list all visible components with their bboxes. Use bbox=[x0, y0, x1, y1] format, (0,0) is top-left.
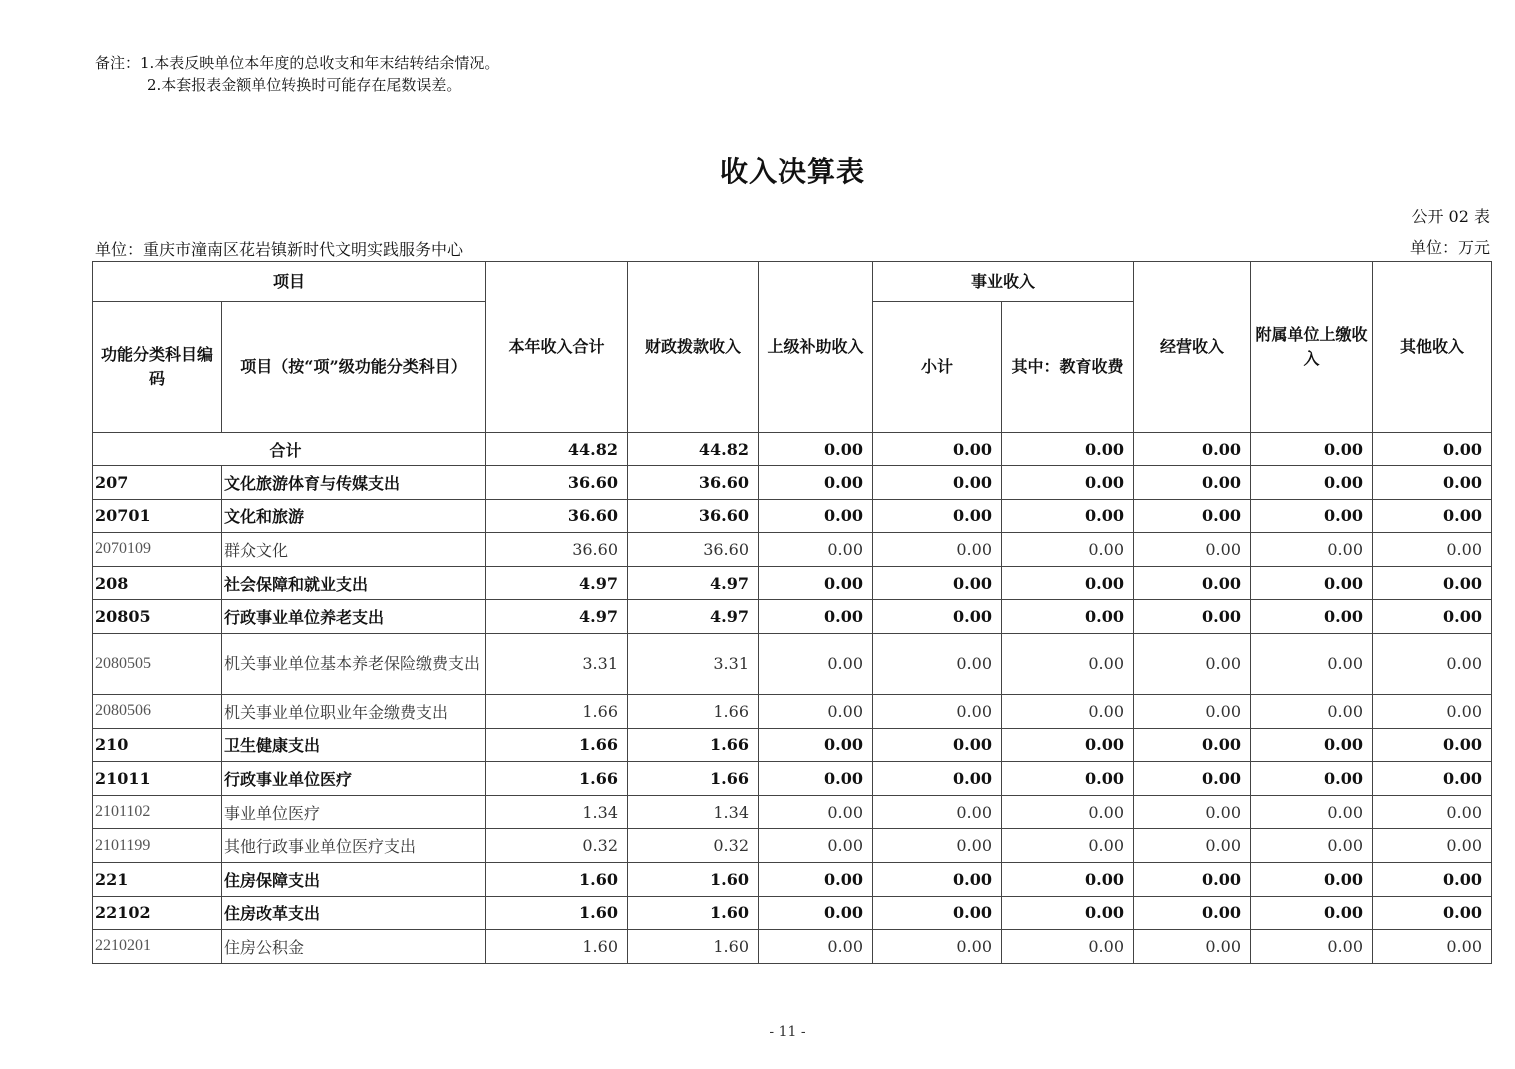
row-value: 0.00 bbox=[1134, 499, 1251, 533]
row-value: 0.00 bbox=[1002, 795, 1134, 829]
row-value: 0.00 bbox=[1134, 829, 1251, 863]
table-body bbox=[93, 433, 1492, 964]
row-value: 0.32 bbox=[628, 829, 759, 863]
row-value: 0.00 bbox=[1251, 633, 1373, 694]
row-value: 1.66 bbox=[486, 762, 628, 796]
row-value: 0.00 bbox=[873, 600, 1002, 634]
row-code: 20805 bbox=[93, 600, 222, 634]
row-value: 36.60 bbox=[628, 499, 759, 533]
row-value: 36.60 bbox=[486, 533, 628, 567]
row-value: 1.66 bbox=[628, 694, 759, 728]
row-value: 0.00 bbox=[1002, 862, 1134, 896]
row-value: 0.00 bbox=[1373, 499, 1492, 533]
row-name: 住房改革支出 bbox=[222, 896, 486, 930]
row-value: 1.60 bbox=[628, 862, 759, 896]
row-value: 0.00 bbox=[873, 795, 1002, 829]
row-value: 0.00 bbox=[1373, 600, 1492, 634]
total-value: 44.82 bbox=[486, 433, 628, 466]
row-value: 0.00 bbox=[1251, 795, 1373, 829]
row-value: 0.00 bbox=[1251, 499, 1373, 533]
row-value: 0.00 bbox=[1002, 728, 1134, 762]
income-table bbox=[92, 261, 1492, 964]
currency-unit: 单位：万元 bbox=[1409, 238, 1490, 257]
row-code: 20701 bbox=[93, 499, 222, 533]
row-code: 22102 bbox=[93, 896, 222, 930]
row-value: 0.00 bbox=[1134, 762, 1251, 796]
row-value: 0.00 bbox=[759, 930, 873, 964]
row-value: 0.00 bbox=[1002, 762, 1134, 796]
table-row bbox=[93, 499, 1492, 533]
row-value: 0.32 bbox=[486, 829, 628, 863]
row-value: 0.00 bbox=[873, 533, 1002, 567]
row-value: 0.00 bbox=[1373, 466, 1492, 500]
row-value: 0.00 bbox=[873, 896, 1002, 930]
row-value: 0.00 bbox=[1002, 566, 1134, 600]
page-number: - 11 - bbox=[769, 1024, 806, 1040]
header-business-group: 事业收入 bbox=[873, 262, 1134, 302]
row-value: 0.00 bbox=[1002, 896, 1134, 930]
row-value: 3.31 bbox=[486, 633, 628, 694]
row-value: 0.00 bbox=[1134, 728, 1251, 762]
row-value: 36.60 bbox=[628, 466, 759, 500]
row-code: 207 bbox=[93, 466, 222, 500]
total-value: 0.00 bbox=[1251, 433, 1373, 466]
row-code: 2080505 bbox=[93, 633, 222, 694]
table-row bbox=[93, 862, 1492, 896]
row-value: 0.00 bbox=[1373, 762, 1492, 796]
row-value: 0.00 bbox=[759, 829, 873, 863]
row-value: 1.60 bbox=[628, 930, 759, 964]
row-value: 0.00 bbox=[1373, 533, 1492, 567]
row-value: 1.60 bbox=[486, 896, 628, 930]
row-value: 0.00 bbox=[1002, 829, 1134, 863]
row-name: 机关事业单位基本养老保险缴费支出 bbox=[222, 633, 486, 694]
header-name: 项目（按“项”级功能分类科目） bbox=[222, 302, 486, 433]
row-name: 社会保障和就业支出 bbox=[222, 566, 486, 600]
row-code: 210 bbox=[93, 728, 222, 762]
row-value: 0.00 bbox=[1251, 930, 1373, 964]
total-value: 0.00 bbox=[1134, 433, 1251, 466]
row-value: 0.00 bbox=[759, 795, 873, 829]
row-value: 0.00 bbox=[1002, 930, 1134, 964]
row-value: 0.00 bbox=[1373, 694, 1492, 728]
header-project: 项目 bbox=[93, 262, 486, 302]
row-value: 0.00 bbox=[1373, 896, 1492, 930]
table-row bbox=[93, 694, 1492, 728]
row-name: 文化和旅游 bbox=[222, 499, 486, 533]
row-value: 0.00 bbox=[1134, 694, 1251, 728]
table-row bbox=[93, 795, 1492, 829]
total-value: 44.82 bbox=[628, 433, 759, 466]
row-name: 事业单位医疗 bbox=[222, 795, 486, 829]
total-value: 0.00 bbox=[1373, 433, 1492, 466]
row-value: 0.00 bbox=[759, 862, 873, 896]
row-value: 1.34 bbox=[486, 795, 628, 829]
row-code: 2080506 bbox=[93, 694, 222, 728]
header-operating: 经营收入 bbox=[1134, 262, 1251, 433]
header-affiliated: 附属单位上缴收入 bbox=[1251, 262, 1373, 433]
row-value: 1.60 bbox=[628, 896, 759, 930]
row-value: 1.60 bbox=[486, 862, 628, 896]
row-value: 1.34 bbox=[628, 795, 759, 829]
row-value: 0.00 bbox=[1373, 566, 1492, 600]
row-value: 0.00 bbox=[759, 533, 873, 567]
header-total: 本年收入合计 bbox=[486, 262, 628, 433]
row-value: 1.66 bbox=[628, 728, 759, 762]
row-value: 0.00 bbox=[1002, 633, 1134, 694]
row-value: 4.97 bbox=[628, 566, 759, 600]
row-name: 其他行政事业单位医疗支出 bbox=[222, 829, 486, 863]
row-value: 0.00 bbox=[1251, 862, 1373, 896]
row-value: 0.00 bbox=[1373, 633, 1492, 694]
row-value: 36.60 bbox=[486, 466, 628, 500]
row-value: 0.00 bbox=[873, 930, 1002, 964]
table-row bbox=[93, 930, 1492, 964]
row-value: 0.00 bbox=[1134, 533, 1251, 567]
row-value: 0.00 bbox=[1002, 466, 1134, 500]
row-value: 0.00 bbox=[1373, 795, 1492, 829]
row-name: 卫生健康支出 bbox=[222, 728, 486, 762]
row-value: 1.66 bbox=[486, 694, 628, 728]
row-value: 36.60 bbox=[628, 533, 759, 567]
row-value: 0.00 bbox=[1134, 930, 1251, 964]
row-value: 36.60 bbox=[486, 499, 628, 533]
row-name: 文化旅游体育与传媒支出 bbox=[222, 466, 486, 500]
row-value: 0.00 bbox=[759, 566, 873, 600]
row-value: 0.00 bbox=[1251, 896, 1373, 930]
row-value: 1.66 bbox=[486, 728, 628, 762]
row-value: 0.00 bbox=[1002, 600, 1134, 634]
table-row bbox=[93, 466, 1492, 500]
header-code: 功能分类科目编码 bbox=[93, 302, 222, 433]
row-name: 行政事业单位医疗 bbox=[222, 762, 486, 796]
total-row bbox=[93, 433, 1492, 466]
row-value: 0.00 bbox=[1002, 533, 1134, 567]
row-value: 0.00 bbox=[1134, 896, 1251, 930]
row-value: 0.00 bbox=[1134, 795, 1251, 829]
row-value: 0.00 bbox=[1251, 694, 1373, 728]
row-value: 0.00 bbox=[873, 762, 1002, 796]
row-value: 0.00 bbox=[759, 600, 873, 634]
note-line-2: 2.本套报表金额单位转换时可能存在尾数误差。 bbox=[147, 76, 462, 94]
row-name: 住房公积金 bbox=[222, 930, 486, 964]
row-value: 0.00 bbox=[1002, 694, 1134, 728]
row-value: 0.00 bbox=[873, 728, 1002, 762]
table-row bbox=[93, 762, 1492, 796]
header-fiscal: 财政拨款收入 bbox=[628, 262, 759, 433]
row-value: 0.00 bbox=[1134, 466, 1251, 500]
row-value: 0.00 bbox=[1134, 633, 1251, 694]
notes bbox=[95, 52, 499, 96]
row-name: 群众文化 bbox=[222, 533, 486, 567]
row-value: 0.00 bbox=[873, 862, 1002, 896]
total-value: 0.00 bbox=[759, 433, 873, 466]
row-value: 0.00 bbox=[759, 466, 873, 500]
row-value: 0.00 bbox=[759, 896, 873, 930]
row-value: 0.00 bbox=[1373, 728, 1492, 762]
total-value: 0.00 bbox=[1002, 433, 1134, 466]
header-subtotal: 小计 bbox=[873, 302, 1002, 433]
table-row bbox=[93, 533, 1492, 567]
table-row bbox=[93, 829, 1492, 863]
form-number: 公开 02 表 bbox=[1411, 207, 1490, 226]
row-value: 0.00 bbox=[1251, 566, 1373, 600]
row-value: 0.00 bbox=[1251, 829, 1373, 863]
row-value: 0.00 bbox=[759, 762, 873, 796]
header-education: 其中：教育收费 bbox=[1002, 302, 1134, 433]
row-value: 0.00 bbox=[759, 728, 873, 762]
row-value: 0.00 bbox=[1373, 930, 1492, 964]
row-value: 0.00 bbox=[1134, 600, 1251, 634]
table-row bbox=[93, 728, 1492, 762]
row-name: 行政事业单位养老支出 bbox=[222, 600, 486, 634]
row-code: 21011 bbox=[93, 762, 222, 796]
table-row bbox=[93, 566, 1492, 600]
row-name: 机关事业单位职业年金缴费支出 bbox=[222, 694, 486, 728]
row-value: 0.00 bbox=[1251, 533, 1373, 567]
row-code: 2070109 bbox=[93, 533, 222, 567]
row-value: 0.00 bbox=[1134, 566, 1251, 600]
row-value: 0.00 bbox=[1251, 728, 1373, 762]
row-code: 2101102 bbox=[93, 795, 222, 829]
row-code: 208 bbox=[93, 566, 222, 600]
note-line-1: 备注：1.本表反映单位本年度的总收支和年末结转结余情况。 bbox=[95, 54, 500, 72]
row-code: 221 bbox=[93, 862, 222, 896]
row-value: 0.00 bbox=[759, 499, 873, 533]
row-value: 0.00 bbox=[873, 694, 1002, 728]
row-value: 0.00 bbox=[1373, 862, 1492, 896]
row-value: 0.00 bbox=[873, 633, 1002, 694]
row-name: 住房保障支出 bbox=[222, 862, 486, 896]
row-value: 4.97 bbox=[486, 600, 628, 634]
row-value: 0.00 bbox=[1373, 829, 1492, 863]
row-value: 0.00 bbox=[873, 499, 1002, 533]
page-title: 收入决算表 bbox=[719, 155, 865, 188]
row-value: 0.00 bbox=[759, 694, 873, 728]
row-value: 0.00 bbox=[759, 633, 873, 694]
row-value: 0.00 bbox=[1251, 466, 1373, 500]
row-value: 4.97 bbox=[486, 566, 628, 600]
header-superior: 上级补助收入 bbox=[759, 262, 873, 433]
total-label: 合计 bbox=[93, 433, 486, 466]
row-value: 3.31 bbox=[628, 633, 759, 694]
row-value: 1.60 bbox=[486, 930, 628, 964]
table-row bbox=[93, 633, 1492, 694]
table-row bbox=[93, 600, 1492, 634]
row-value: 0.00 bbox=[1251, 762, 1373, 796]
row-value: 0.00 bbox=[1134, 862, 1251, 896]
table-row bbox=[93, 896, 1492, 930]
row-value: 0.00 bbox=[873, 829, 1002, 863]
row-value: 0.00 bbox=[873, 466, 1002, 500]
row-value: 0.00 bbox=[1251, 600, 1373, 634]
header-other: 其他收入 bbox=[1373, 262, 1492, 433]
row-value: 0.00 bbox=[1002, 499, 1134, 533]
row-value: 1.66 bbox=[628, 762, 759, 796]
total-value: 0.00 bbox=[873, 433, 1002, 466]
row-value: 4.97 bbox=[628, 600, 759, 634]
unit-name: 单位：重庆市潼南区花岩镇新时代文明实践服务中心 bbox=[95, 240, 464, 259]
row-value: 0.00 bbox=[873, 566, 1002, 600]
row-code: 2101199 bbox=[93, 829, 222, 863]
row-code: 2210201 bbox=[93, 930, 222, 964]
